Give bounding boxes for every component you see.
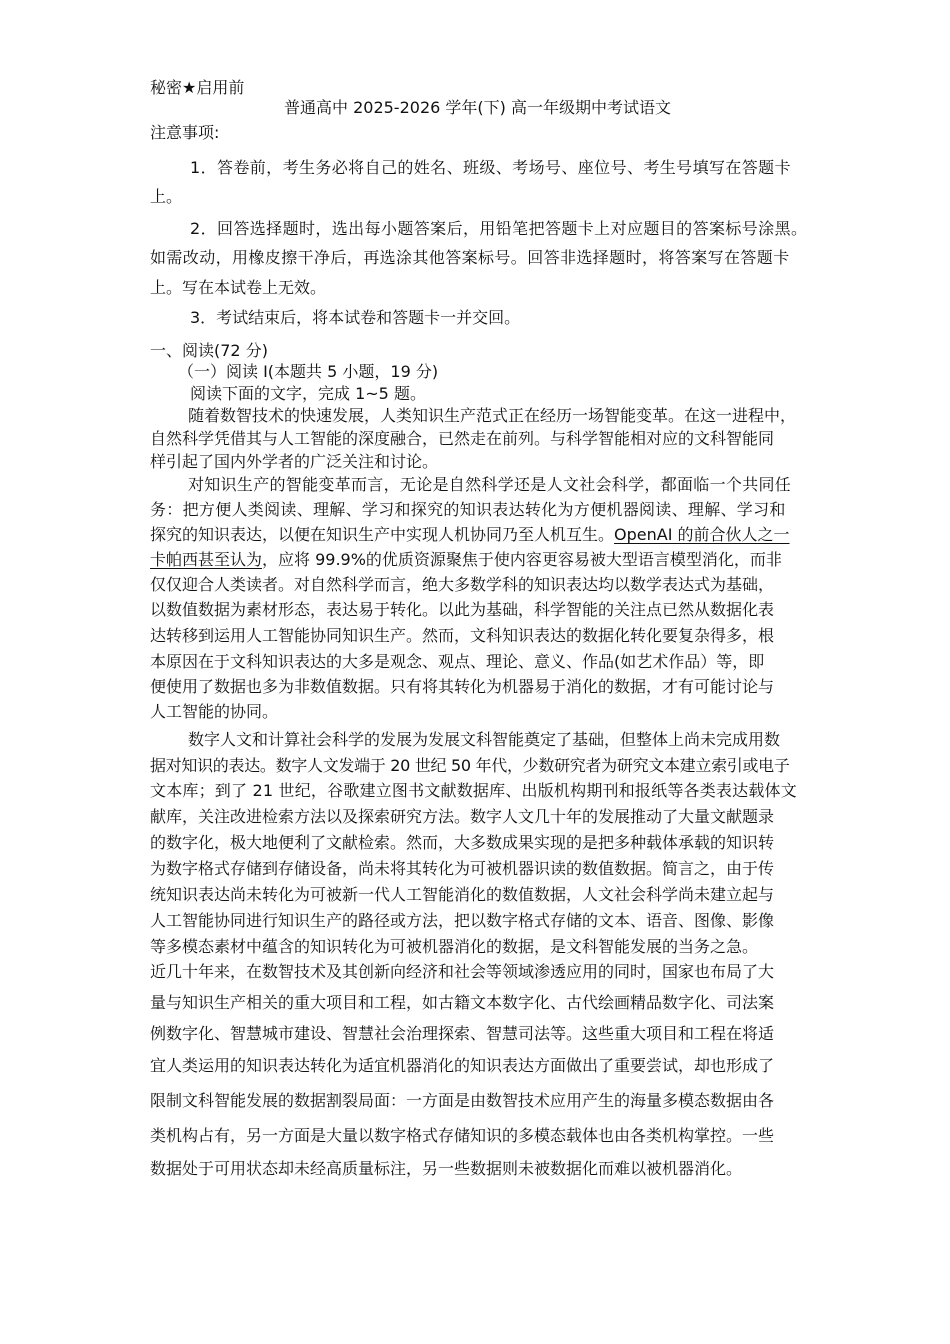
passage-line: 对知识生产的智能变革而言，无论是自然科学还是人文社会科学，都面临一个共同任	[188, 475, 792, 494]
passage-line: 的数字化，极大地便利了文献检索。然而，大多数成果实现的是把多种载体承载的知识转	[150, 833, 775, 852]
passage-line: 等多模态素材中蕴含的知识转化为可被机器消化的数据，是文科智能发展的当务之急。	[150, 937, 759, 956]
passage-line	[150, 550, 782, 570]
passage-line: 限制文科智能发展的数据割裂局面：一方面是由数智技术应用产生的海量多模态数据由各	[150, 1091, 775, 1110]
passage-line: 数字人文和计算社会科学的发展为发展文科智能奠定了基础，但整体上尚未完成用数	[188, 730, 781, 749]
passage-line: 近几十年来，在数智技术及其创新向经济和社会等领域渗透应用的同时，国家也布局了大	[150, 962, 775, 981]
exam-title: 普通高中 2025-2026 学年(下) 高一年级期中考试语文	[284, 98, 671, 117]
section-heading: 一、阅读(72 分)	[150, 341, 268, 360]
passage-line: 为数字格式存储到存储设备，尚未将其转化为可被机器识读的数值数据。简言之，由于传	[150, 859, 775, 878]
underlined-phrase: OpenAI 的前合伙人之一	[614, 525, 790, 544]
notice-heading: 注意事项:	[150, 123, 220, 142]
passage-line: 仅仅迎合人类读者。对自然科学而言，绝大多数学科的知识表达均以数学表达式为基础，	[150, 575, 775, 594]
passage-line: 据对知识的表达。数字人文发端于 20 世纪 50 年代，少数研究者为研究文本建立索引或电子	[150, 756, 790, 775]
passage-line: 例数字化、智慧城市建设、智慧社会治理探索、智慧司法等。这些重大项目和工程在将适	[150, 1024, 775, 1043]
passage-text: 探究的知识表达，以便在知识生产中实现人机协同乃至人机互生。	[150, 525, 615, 544]
underlined-phrase: 卡帕西甚至认为	[150, 550, 263, 569]
passage-line: 便使用了数据也多为非数值数据。只有将其转化为机器易于消化的数据，才有可能讨论与	[150, 677, 775, 696]
passage-line: 随着数智技术的快速发展，人类知识生产范式正在经历一场智能变革。在这一进程中，	[188, 406, 797, 425]
notice-line: 如需改动，用橡皮擦干净后，再选涂其他答案标号。回答非选择题时，将答案写在答题卡	[150, 248, 790, 267]
notice-line: 1．答卷前，考生务必将自己的姓名、班级、考场号、座位号、考生号填写在答题卡	[190, 158, 791, 177]
notice-line: 2．回答选择题时，选出每小题答案后，用铅笔把答题卡上对应题目的答案标号涂黑。	[190, 219, 808, 238]
passage-line: 统知识表达尚未转化为可被新一代人工智能消化的数值数据，人文社会科学尚未建立起与	[150, 885, 775, 904]
passage-line: 本原因在于文科知识表达的大多是观念、观点、理论、意义、作品(如艺术作品）等，即	[150, 652, 765, 671]
passage-line: 务：把方便人类阅读、理解、学习和探究的知识表达转化为方便机器阅读、理解、学习和	[150, 500, 786, 519]
passage-line: 献库，关注改进检索方法以及探索研究方法。数字人文几十年的发展推动了大量文献题录	[150, 807, 775, 826]
passage-line	[150, 525, 790, 545]
notice-line: 上。写在本试卷上无效。	[150, 278, 327, 297]
confidential-mark: 秘密★启用前	[150, 78, 245, 97]
passage-line: 宜人类运用的知识表达转化为适宜机器消化的知识表达方面做出了重要尝试，却也形成了	[150, 1056, 775, 1075]
passage-line: 达转移到运用人工智能协同知识生产。然而，文科知识表达的数据化转化要复杂得多，根	[150, 626, 775, 645]
passage-line: 以数值数据为素材形态，表达易于转化。以此为基础，科学智能的关注点已然从数据化表	[150, 600, 775, 619]
passage-line: 自然科学凭借其与人工智能的深度融合，已然走在前列。与科学智能相对应的文科智能同	[150, 429, 775, 448]
passage-line: 文本库；到了 21 世纪，谷歌建立图书文献数据库、出版机构期刊和报纸等各类表达载体文	[150, 781, 797, 800]
passage-line: 数据处于可用状态却未经高质量标注，另一些数据则未被数据化而难以被机器消化。	[150, 1159, 743, 1178]
notice-line: 3．考试结束后，将本试卷和答题卡一并交回。	[190, 308, 521, 327]
passage-line: 人工智能协同进行知识生产的路径或方法，把以数字格式存储的文本、语音、图像、影像	[150, 911, 775, 930]
passage-line: 量与知识生产相关的重大项目和工程，如古籍文本数字化、古代绘画精品数字化、司法案	[150, 993, 775, 1012]
passage-line: 人工智能的协同。	[150, 702, 279, 721]
passage-line: 样引起了国内外学者的广泛关注和讨论。	[150, 452, 439, 471]
reading-instruction: 阅读下面的文字，完成 1~5 题。	[190, 384, 426, 403]
passage-line: 类机构占有，另一方面是大量以数字格式存储知识的多模态载体也由各类机构掌控。一些	[150, 1126, 775, 1145]
passage-text: ，应将 99.9%的优质资源聚焦于使内容更容易被大型语言模型消化，而非	[262, 550, 782, 569]
sub-section-heading: （一）阅读 I(本题共 5 小题，19 分)	[178, 362, 439, 381]
notice-line: 上。	[150, 187, 183, 206]
